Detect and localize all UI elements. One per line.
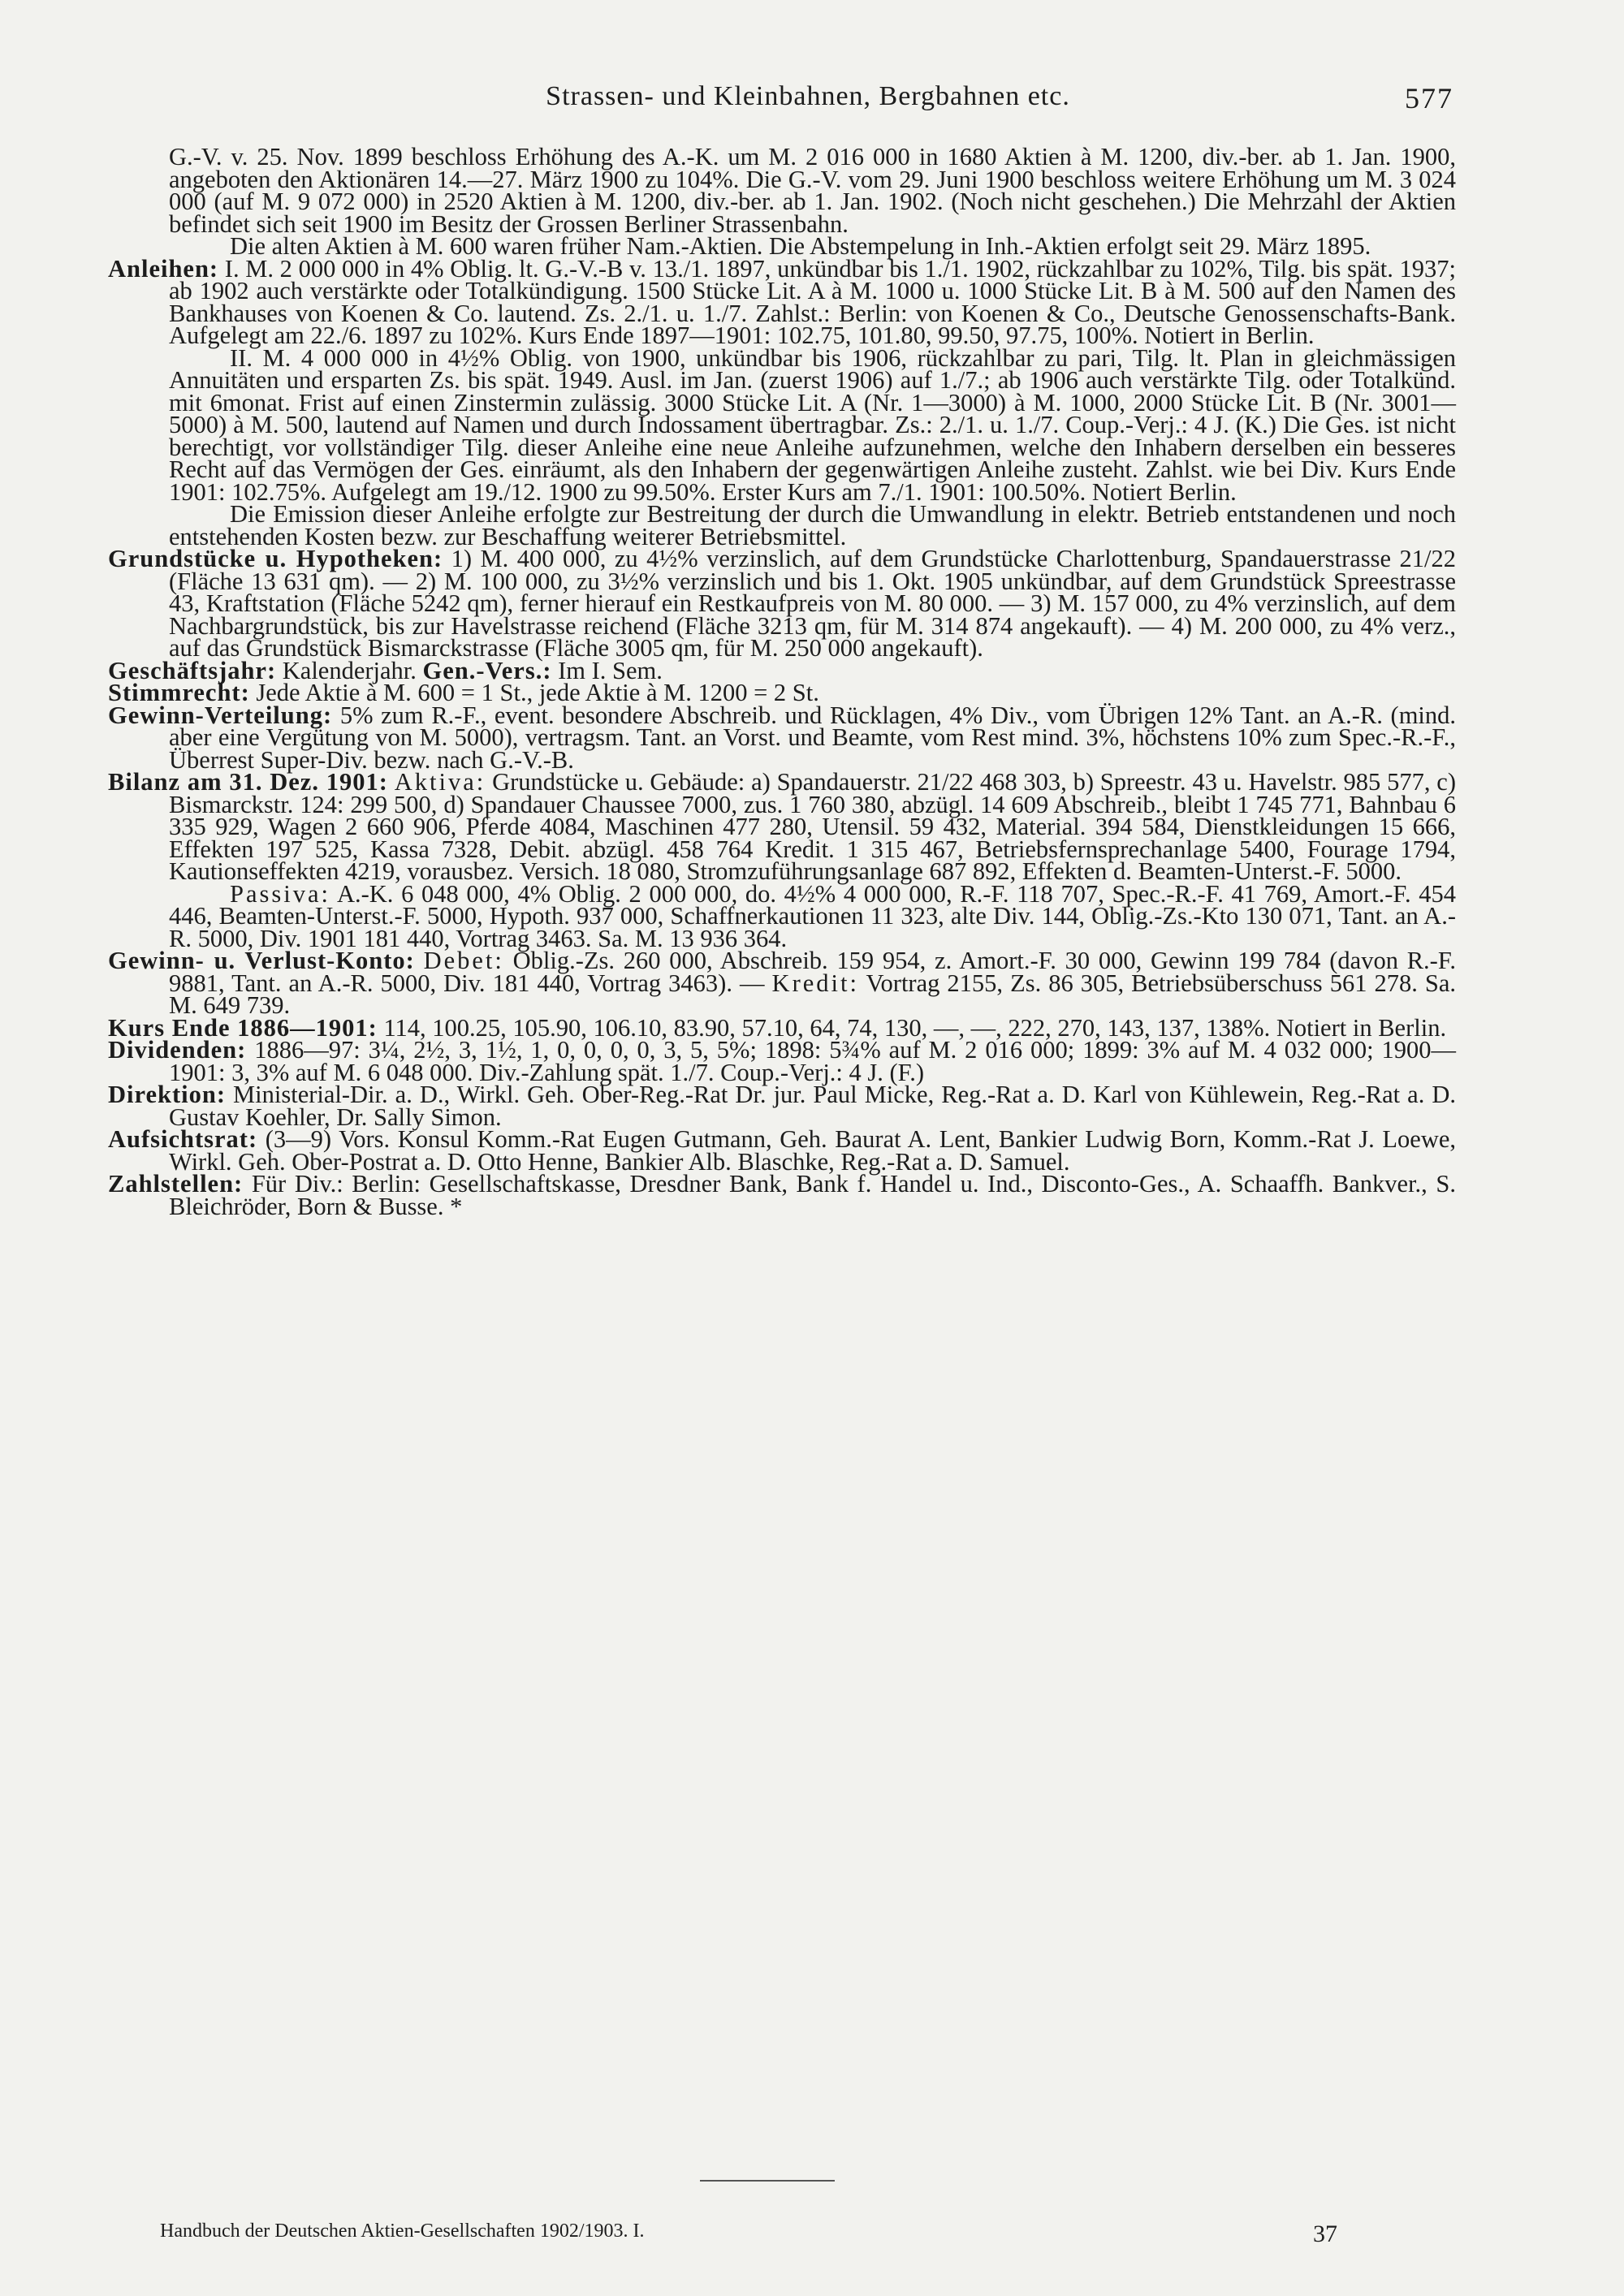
paragraph-capital-increase: G.-V. v. 25. Nov. 1899 beschloss Erhöhung des A.-K. um M. 2 016 000 in 1680 Aktien à M. 1200, div.-ber. ab 1. Jan. 1900, angeboten den Aktionären 14.—27. März 1900 zu 104%. Die G.-V. vom 29. Juni 1900 beschloss weitere Erhöhung um M. 3 024 000 (auf M. 9 072 000) in 2520 Aktien à M. 1200, div.-ber. ab 1. Jan. 1902. (Noch nicht geschehen.) Die Mehrzahl der Aktien befindet sich seit 1900 im Besitz der Grossen Berliner Strassenbahn. — [169, 143, 1456, 238]
text-debet: Oblig.-Zs. 260 000, Abschreib. 159 954, z. Amort.-F. 30 000, Gewinn 199 784 (davon R.-F. 9881, Tant. an A.-R. 5000, Div. 181 440, Vortrag 3463). — — [169, 947, 1456, 997]
label-zahlstellen: Zahlstellen: — [108, 1170, 244, 1198]
text-aufsichtsrat: (3—9) Vors. Konsul Komm.-Rat Eugen Gutmann, Geh. Baurat A. Lent, Bankier Ludwig Born, Komm.-Rat J. Loewe, Wirkl. Geh. Ober-Postrat a. D. Otto Henne, Bankier Alb. Blaschke, Reg.-Rat a. D. Samuel. — [169, 1125, 1457, 1176]
text-geschaeftsjahr: Kalenderjahr. — [282, 656, 417, 684]
label-kredit: Kredit: — [771, 969, 859, 997]
text-stimmrecht: Jede Aktie à M. 600 = 1 St., jede Aktie à M. 1200 = 2 St. — [256, 679, 819, 706]
paragraph-anleihe-2: II. M. 4 000 000 in 4½% Oblig. von 1900, unkündbar bis 1906, rückzahlbar zu pari, Tilg. lt. Plan in gleichmässigen Annuitäten und ersparten Zs. bis spät. 1949. Ausl. im Jan. (zuerst 1906) auf 1./7.; ab 1906 auch verstärkte Tilg. oder Totalkünd. mit 6monat. Frist auf einen Zinstermin zulässig. 3000 Stücke Lit. A (Nr. 1—3000) à M. 1000, 2000 Stücke Lit. B (Nr. 3001—5000) à M. 500, lautend auf Namen und durch Indossament übertragbar. Zs.: 2./1. u. 1./7. Coup.-Verj.: 4 J. (K.) Die Ges. ist nicht berechtigt, vor vollständiger Tilg. dieser Anleihe eine neue Anleihe aufzunehmen, welche den Inhabern derselben ein besseres Recht auf das Vermögen der Ges. einräumt, als den Inhabern der gegenwärtigen Anleihe zusteht. Zahlst. wie bei Div. Kurs Ende 1901: 102.75%. Aufgelegt am 19./12. 1900 zu 99.50%. Erster Kurs am 7./1. 1901: 100.50%. Notiert Berlin. — [169, 343, 1456, 506]
text-kredit: Vortrag 2155, Zs. 86 305, Betriebsüberschuss 561 278. Sa. M. 649 739. — [169, 969, 1457, 1019]
page-number: 577 — [1405, 82, 1453, 114]
text-gewinnverteilung: 5% zum R.-F., event. besondere Abschreib. und Rücklagen, 4% Div., vom Übrigen 12% Tant. an A.-R. (mind. aber eine Vergütung von M. 5000), vertragsm. Tant. an Vorst. und Beamte, vom Rest mind. 3%, höchstens 10% zum Spec.-R.-F., Überrest Super-Div. bezw. nach G.-V.-B. — [169, 701, 1457, 774]
label-bilanz: Bilanz am 31. Dez. 1901: — [108, 768, 388, 796]
section-aufsichtsrat — [108, 1125, 1457, 1176]
section-dividenden — [108, 1036, 1456, 1086]
header-title: Strassen- und Kleinbahnen, Bergbahnen etc. — [546, 81, 1070, 111]
label-aktiva: Aktiva: — [394, 768, 486, 796]
section-anleihen — [108, 254, 1456, 349]
section-gewinnkonto — [108, 947, 1457, 1019]
running-header — [162, 81, 1453, 122]
label-gewinnverteilung: Gewinn-Verteilung: — [108, 701, 333, 729]
text-gen-vers: Im I. Sem. — [558, 656, 663, 684]
paragraph-passiva — [108, 879, 1456, 952]
text-grundstuecke: 1) M. 400 000, zu 4½% verzinslich, auf dem Grundstücke Charlottenburg, Spandauerstrasse 21/22 (Fläche 13 631 qm). — 2) M. 100 000, zu 3½% verzinslich und bis 1. Okt. 1905 unkündbar, auf dem Grundstück Spreestrasse 43, Kraftstation (Fläche 5242 qm), ferner hierauf ein Restkaufpreis von M. 80 000. — 3) M. 157 000, zu 4% verzinslich, auf dem Nachbargrundstück, bis zur Havelstrasse reichend (Fläche 3213 qm, für M. 314 874 angekauft). — 4) M. 200 000, zu 4% verz., auf das Grundstück Bismarckstrasse (Fläche 3005 qm, für M. 250 000 angekauft). — [169, 545, 1456, 662]
label-kurs: Kurs Ende 1886—1901: — [108, 1013, 378, 1042]
label-stimmrecht: Stimmrecht: — [108, 679, 250, 706]
text-direktion: Ministerial-Dir. a. D., Wirkl. Geh. Ober-Reg.-Rat Dr. jur. Paul Micke, Reg.-Rat a. D. Karl von Kühlewein, Reg.-Rat a. D. Gustav Koehler, Dr. Sally Simon. — [169, 1081, 1456, 1131]
section-direktion — [108, 1081, 1456, 1131]
text-kurs: 114, 100.25, 105.90, 106.10, 83.90, 57.10, 64, 74, 130, —, —, 222, 270, 143, 137, 138%. Notiert in Berlin. — [383, 1013, 1447, 1042]
paragraph-old-shares: Die alten Aktien à M. 600 waren früher Nam.-Aktien. Die Abstempelung in Inh.-Aktien erfolgt seit 29. März 1895. — [230, 232, 1371, 260]
label-anleihen: Anleihen: — [108, 254, 219, 283]
label-debet: Debet: — [423, 947, 504, 974]
text-dividenden: 1886—97: 3¼, 2½, 3, 1½, 1, 0, 0, 0, 0, 3, 5, 5%; 1898: 5¾% auf M. 2 016 000; 1899: 3% auf M. 4 032 000; 1900—1901: 3, 3% auf M. 6 048 000. Div.-Zahlung spät. 1./7. Coup.-Verj.: 4 J. (F.) — [169, 1036, 1456, 1086]
label-geschaeftsjahr: Geschäftsjahr: — [108, 656, 277, 684]
section-bilanz — [108, 768, 1456, 885]
section-gewinnverteilung — [108, 701, 1457, 774]
body-text — [108, 143, 1457, 1220]
paragraph-anleihe-note: Die Emission dieser Anleihe erfolgte zur Bestreitung der durch die Umwandlung in elektr. Betrieb entstandenen und noch entstehenden Kosten bezw. zur Beschaffung weiterer Betriebsmittel. — [169, 500, 1456, 550]
footer-source: Handbuch der Deutschen Aktien-Gesellschaften 1902/1903. I. — [160, 2220, 645, 2242]
text-anleihen: I. M. 2 000 000 in 4% Oblig. lt. G.-V.-B v. 13./1. 1897, unkündbar bis 1./1. 1902, rückzahlbar zu 102%, Tilg. bis spät. 1937; ab 1902 auch verstärkte oder Totalkündigung. 1500 Stücke Lit. A à M. 1000 u. 1000 Stücke Lit. B à M. 500 auf den Namen des Bankhauses von Koenen & Co. lautend. Zs. 2./1. u. 1./7. Zahlst.: Berlin: von Koenen & Co., Deutsche Genossenschafts-Bank. Aufgelegt am 22./6. 1897 zu 102%. Kurs Ende 1897—1901: 102.75, 101.80, 99.50, 97.75, 100%. Notiert in Berlin. — [169, 254, 1456, 349]
label-direktion: Direktion: — [108, 1081, 226, 1108]
footer-signature: 37 — [1313, 2220, 1337, 2247]
section-zahlstellen — [108, 1170, 1457, 1220]
label-gen-vers: Gen.-Vers.: — [422, 656, 552, 684]
label-gewinnkonto: Gewinn- u. Verlust-Konto: — [108, 947, 415, 974]
label-passiva: Passiva: — [230, 879, 330, 908]
label-grundstuecke: Grundstücke u. Hypotheken: — [108, 545, 443, 572]
section-grundstuecke — [108, 545, 1456, 662]
section-divider — [700, 2180, 835, 2182]
label-aufsichtsrat: Aufsichtsrat: — [108, 1125, 258, 1153]
text-passiva: A.-K. 6 048 000, 4% Oblig. 2 000 000, do. 4½% 4 000 000, R.-F. 118 707, Spec.-R.-F. 41 769, Amort.-F. 454 446, Beamten-Unterst.-F. 5000, Hypoth. 937 000, Schaffnerkautionen 11 323, alte Div. 144, Oblig.-Zs.-Kto 130 071, Tant. an A.-R. 5000, Div. 1901 181 440, Vortrag 3463. Sa. M. 13 936 364. — [169, 879, 1456, 952]
text-aktiva: Grundstücke u. Gebäude: a) Spandauerstr. 21/22 468 303, b) Spreestr. 43 u. Havelstr. 985 577, c) Bismarckstr. 124: 299 500, d) Spandauer Chaussee 7000, zus. 1 760 380, abzügl. 14 609 Abschreib., bleibt 1 745 771, Bahnbau 6 335 929, Wagen 2 660 906, Pferde 4084, Maschinen 477 280, Utensil. 59 432, Material. 394 584, Dienstkleidungen 15 666, Effekten 197 525, Kassa 7328, Debit. abzügl. 458 764 Kredit. 1 315 467, Betriebsfernsprechanlage 5400, Fourage 1794, Kautionseffekten 4219, vorausbez. Versich. 18 080, Stromzuführungsanlage 687 892, Effekten d. Beamten-Unterst.-F. 5000. — [169, 768, 1456, 885]
text-zahlstellen: Für Div.: Berlin: Gesellschaftskasse, Dresdner Bank, Bank f. Handel u. Ind., Disconto-Ges., A. Schaaffh. Bankver., S. Bleichröder, Born & Busse. * — [169, 1170, 1457, 1220]
label-dividenden: Dividenden: — [108, 1036, 247, 1064]
